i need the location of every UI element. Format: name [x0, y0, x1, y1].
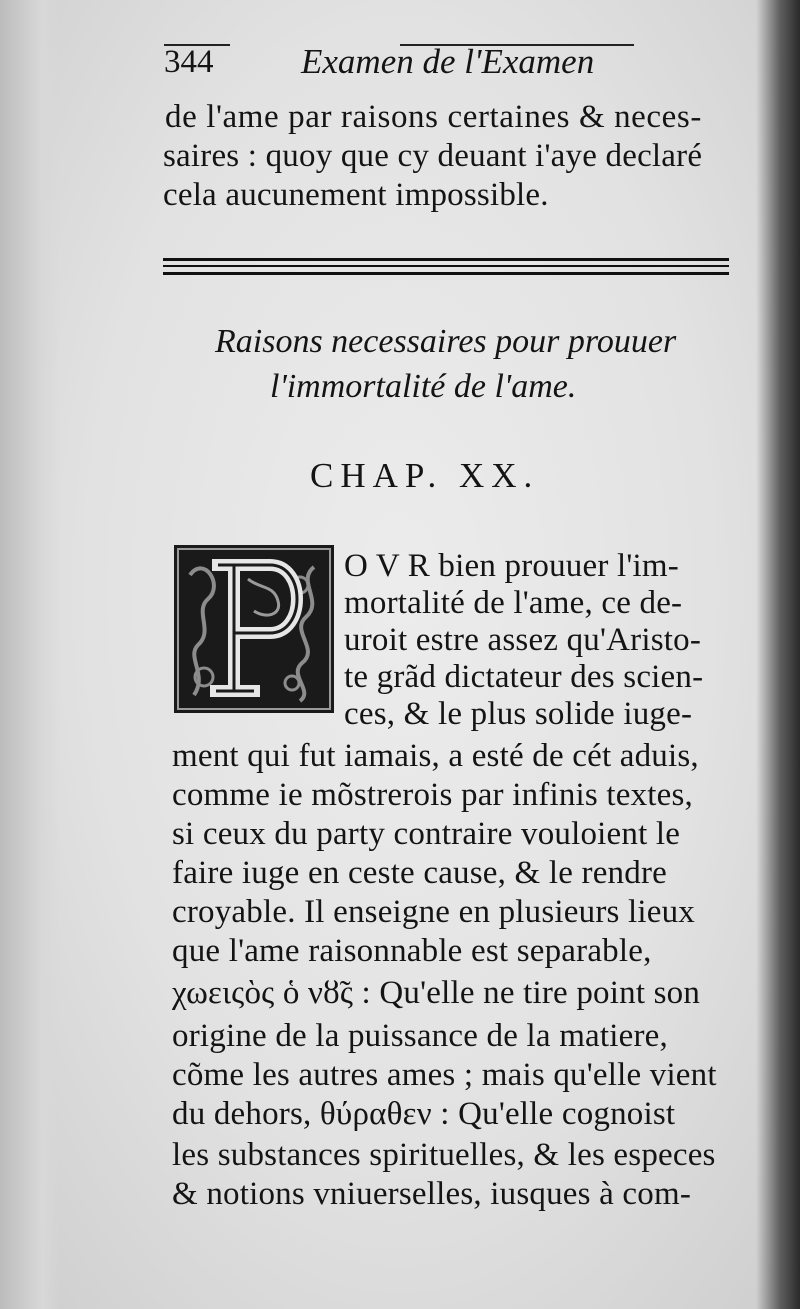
ornamental-initial-art [174, 545, 334, 713]
ornamental-initial [174, 545, 334, 713]
divider-rule [163, 272, 729, 275]
divider-rule [163, 258, 729, 261]
running-title: Examen de l'Examen [301, 42, 595, 81]
text-line: cõme les autres ames ; mais qu'elle vient [172, 1057, 717, 1093]
section-divider [163, 255, 729, 281]
text-line: faire iuge en ceste cause, & le rendre [172, 855, 667, 891]
text-line: mortalité de l'ame, ce de- [344, 585, 683, 621]
page-gutter-shadow [0, 0, 60, 1309]
chapter-heading: l'immortalité de l'ame. [270, 368, 577, 405]
text-line: que l'ame raisonnable est separable, [172, 933, 652, 969]
text-line: O V R bien prouuer l'im- [344, 548, 679, 584]
page-number: 344 [164, 44, 214, 80]
text-line: cela aucunement impossible. [163, 177, 549, 213]
text-line: les substances spirituelles, & les especes [172, 1137, 716, 1173]
text-line: saires : quoy que cy deuant i'aye declaré [163, 138, 703, 174]
text-line: te grãd dictateur des scien- [344, 659, 704, 695]
text-line: & notions vniuerselles, iusques à com- [172, 1176, 692, 1212]
text-line: si ceux du party contraire vouloient le [172, 816, 681, 852]
text-line: croyable. Il enseigne en plusieurs lieux [172, 894, 695, 930]
text-line: de l'ame par raisons certaines & neces- [165, 99, 702, 135]
text-line: ces, & le plus solide iuge- [344, 696, 693, 732]
text-line: ment qui fut iamais, a esté de cét aduis, [172, 738, 699, 774]
divider-rule [163, 265, 729, 267]
text-line: uroit estre assez qu'Aristo- [344, 622, 702, 658]
text-line: origine de la puissance de la matiere, [172, 1018, 668, 1054]
running-head [164, 44, 724, 90]
chapter-number: CHAP. XX. [310, 456, 540, 495]
text-line: χωειςὸς ὁ νȣ̃ς : Qu'elle ne tire point son [172, 975, 701, 1011]
text-line: du dehors, θύραθεν : Qu'elle cognoist [172, 1096, 676, 1132]
page-edge-shadow [756, 0, 800, 1309]
text-line: comme ie mõstrerois par infinis textes, [172, 777, 694, 813]
chapter-heading: Raisons necessaires pour prouuer [215, 323, 677, 360]
